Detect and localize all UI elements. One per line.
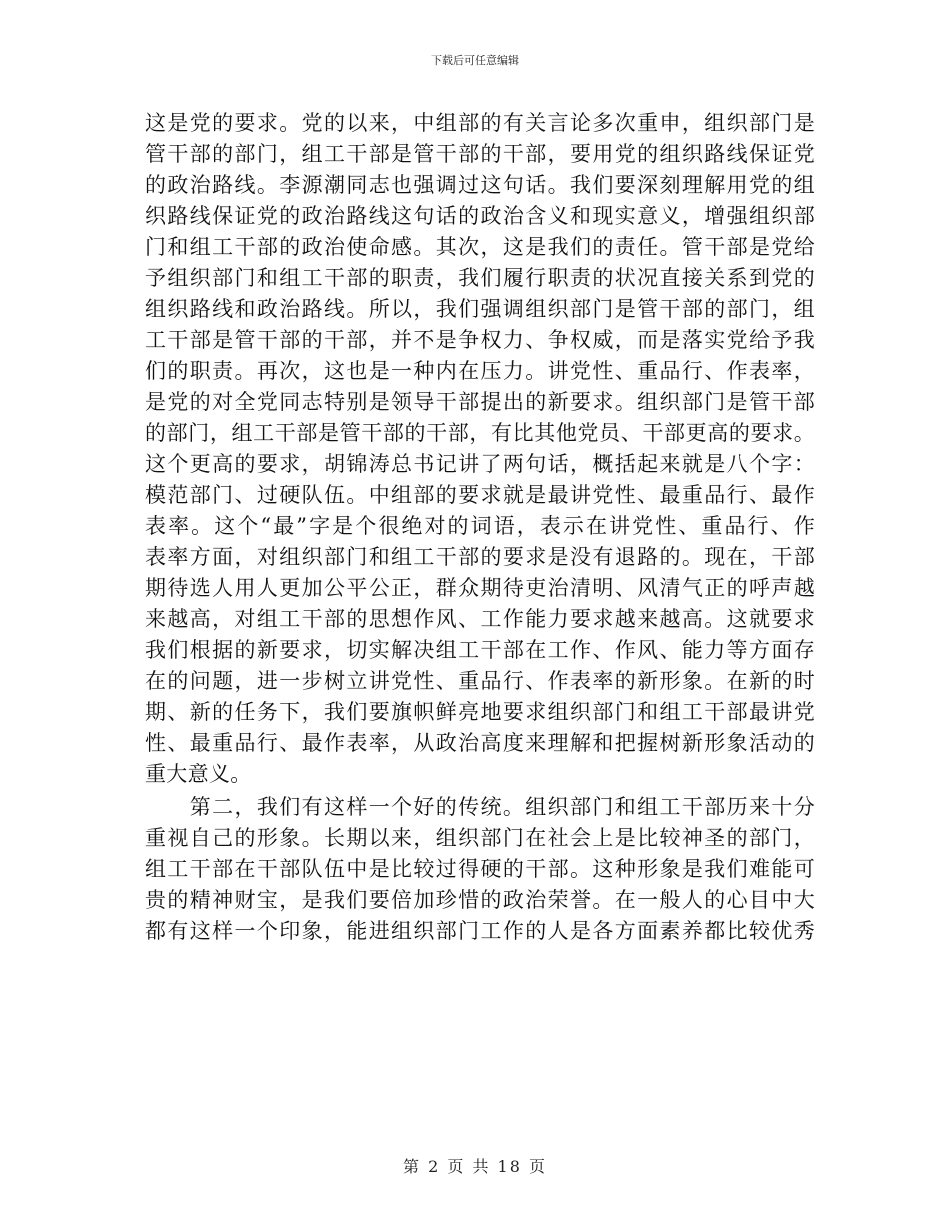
text-line: 的政治路线。李源潮同志也强调过这句话。我们要深刻理解用党的组 bbox=[145, 173, 815, 197]
text-line: 贵的精神财宝，是我们要倍加珍惜的政治荣誉。在一般人的心目中大 bbox=[145, 888, 815, 912]
text-line: 组工干部在干部队伍中是比较过得硬的干部。这种形象是我们难能可 bbox=[145, 857, 815, 881]
text-line: 这个更高的要求，胡锦涛总书记讲了两句话，概括起来就是八个字： bbox=[145, 452, 815, 476]
text-line: 组织路线和政治路线。所以，我们强调组织部门是管干部的部门，组 bbox=[145, 297, 815, 321]
text-line: 织路线保证党的政治路线这句话的政治含义和现实意义，增强组织部 bbox=[145, 204, 815, 228]
text-line: 予组织部门和组工干部的职责，我们履行职责的状况直接关系到党的 bbox=[145, 266, 815, 290]
text-line: 重大意义。 bbox=[145, 762, 252, 786]
text-line: 来越高，对组工干部的思想作风、工作能力要求越来越高。这就要求 bbox=[145, 607, 815, 631]
document-body bbox=[145, 108, 815, 947]
text-line: 模范部门、过硬队伍。中组部的要求就是最讲党性、最重品行、最作 bbox=[145, 483, 815, 507]
text-line: 都有这样一个印象，能进组织部门工作的人是各方面素养都比较优秀 bbox=[145, 919, 815, 943]
text-line: 工干部是管干部的干部，并不是争权力、争权威，而是落实党给予我 bbox=[145, 328, 815, 352]
text-line: 重视自己的形象。长期以来，组织部门在社会上是比较神圣的部门， bbox=[145, 826, 815, 850]
paragraph bbox=[145, 792, 815, 947]
paragraph bbox=[145, 108, 815, 790]
text-line: 性、最重品行、最作表率，从政治高度来理解和把握树新形象活动的 bbox=[145, 731, 815, 755]
page-footer: 第 2 页 共 18 页 bbox=[403, 1157, 547, 1176]
text-line: 管干部的部门，组工干部是管干部的干部，要用党的组织路线保证党 bbox=[145, 142, 815, 166]
text-line: 们的职责。再次，这也是一种内在压力。讲党性、重品行、作表率， bbox=[145, 359, 815, 383]
text-line: 期待选人用人更加公平公正，群众期待吏治清明、风清气正的呼声越 bbox=[145, 576, 815, 600]
text-line: 第二，我们有这样一个好的传统。组织部门和组工干部历来十分 bbox=[145, 795, 815, 819]
text-line: 表率方面，对组织部门和组工干部的要求是没有退路的。现在，干部 bbox=[145, 545, 815, 569]
page-header: 下载后可任意编辑 bbox=[431, 54, 519, 67]
text-line: 的部门，组工干部是管干部的干部，有比其他党员、干部更高的要求。 bbox=[145, 421, 815, 445]
text-line: 我们根据的新要求，切实解决组工干部在工作、作风、能力等方面存 bbox=[145, 638, 815, 662]
text-line: 是党的对全党同志特别是领导干部提出的新要求。组织部门是管干部 bbox=[145, 390, 815, 414]
text-line: 表率。这个“最”字是个很绝对的词语，表示在讲党性、重品行、作 bbox=[145, 514, 815, 538]
text-line: 这是党的要求。党的以来，中组部的有关言论多次重申，组织部门是 bbox=[145, 111, 815, 135]
text-line: 门和组工干部的政治使命感。其次，这是我们的责任。管干部是党给 bbox=[145, 235, 815, 259]
text-line: 在的问题，进一步树立讲党性、重品行、作表率的新形象。在新的时 bbox=[145, 669, 815, 693]
text-line: 期、新的任务下，我们要旗帜鲜亮地要求组织部门和组工干部最讲党 bbox=[145, 700, 815, 724]
